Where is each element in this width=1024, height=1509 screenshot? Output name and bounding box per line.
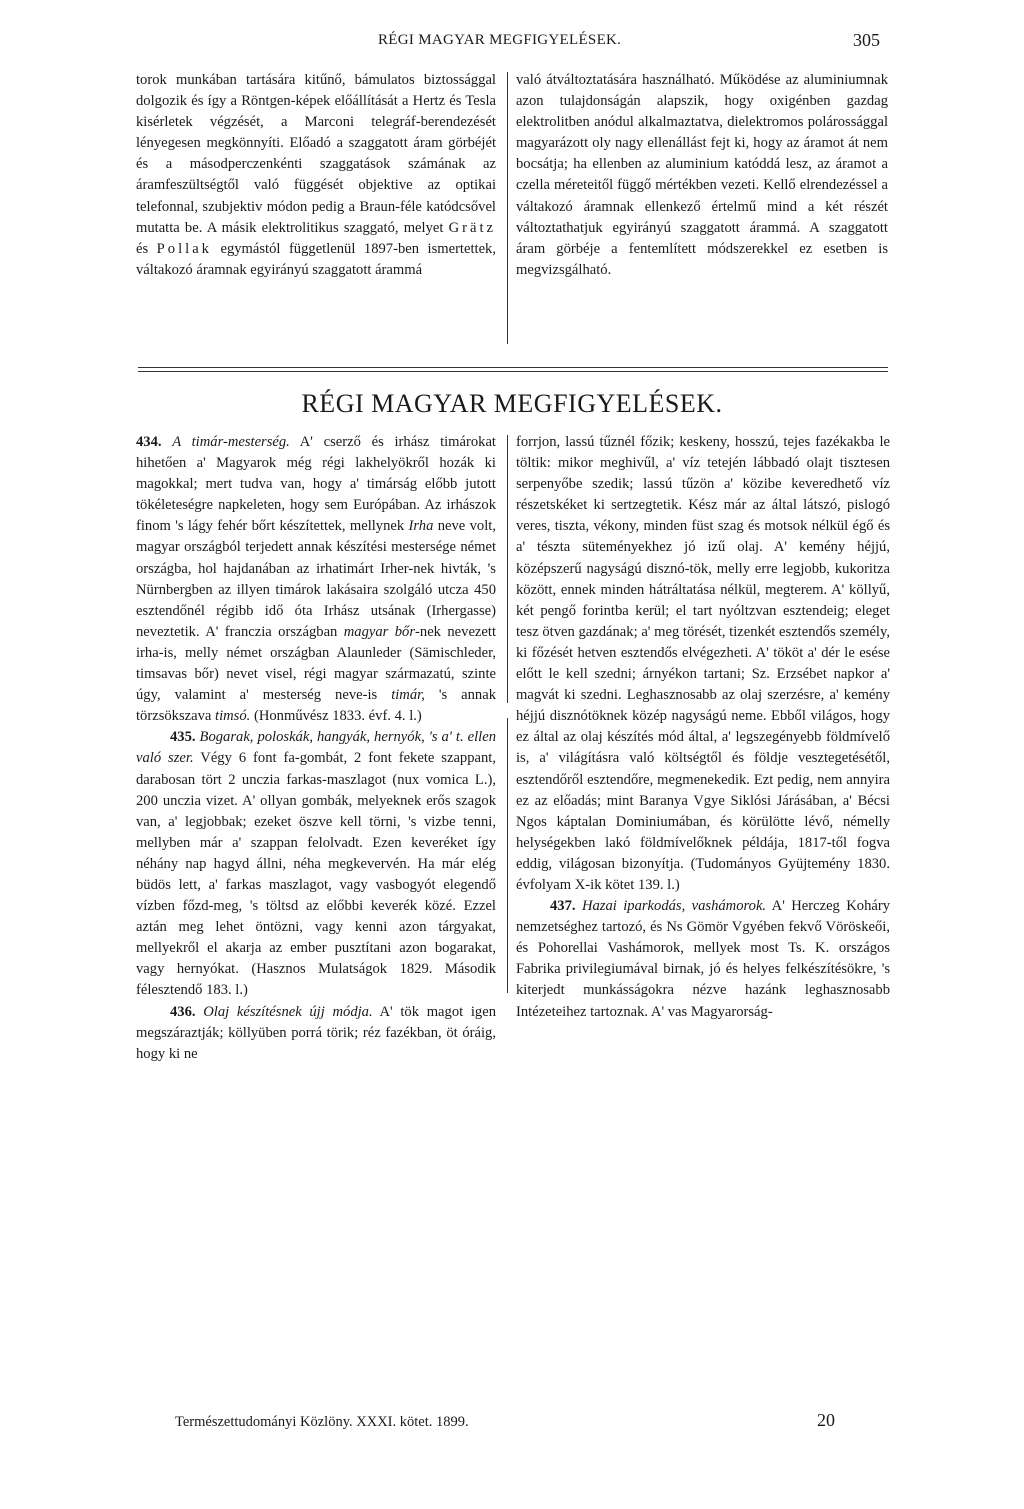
top-right-column [516,70,888,281]
section-rule [138,371,888,372]
column-divider [507,435,508,703]
bottom-left-column [136,432,496,1065]
entry-435 [136,727,496,1001]
entry-title: Bogarak, poloskák, hangyák, hernyók, 's a' t. ellen való szer. [136,729,496,767]
text-run: neve volt, magyar országból terjedett annak készítési mestersége német országba, hol hajdanában az irhatimárt Irher-nek hivták, 's Nürnbergben az illyen timárok lakásaira szolgáló utcza 450 esztendőnél régibb idő óta Irhász utsának (Irhergasse) neveztetik. A' franczia országban [136,518,496,640]
entry-number: 437. [550,898,576,915]
author-name: Pollak [156,240,212,257]
text-run: -nek nevezett irha-is, melly német országban Alaunleder (Sämischleder, timsavas bőr) nevet visel, régi magyar származatú, szinte úgy, valamint a' mesterség neve-is [136,623,496,704]
entry-number: 434. [136,434,162,450]
text-run: és [136,240,149,257]
text-run: Végy 6 font fa-gombát, 2 font fekete szappant, darabosan tört 2 unczia farkas-maszlagot (nux vomica L.), 200 unczia vizet. A' ollyan gombák, melyeknek erős szagok van, a' legjobbak; ezeket öszve kell törni, 's vizbe tenni, mellyben már a' szappan felolvadt. Ezen keveréket így néhány nap hagyd állni, néha megkevervén. Ha már elég büdös lett, a' farkas maszlagot, vagy vasbogyót elegendő vízben főzd-meg, 's töltsd az előbbi keverék közé. Ezzel aztán meg lehet öntözni, vagy kenni azon tárgyakat, mellyekről el akarja az ember pusztítani azon bogarakat, vagy hernyókat. (Hasznos Mulatságok 1829. Második félesztendő 183. l.) [136,750,496,999]
entry-title: Olaj készítésnek újj módja. [203,1003,373,1020]
text-run: A' Herczeg Koháry nemzetséghez tartozó, és Ns Gömör Vgyében fekvő Vöröskeői, és Pohorellai Vashámorok, mellyek most Ts. K. országos Fabrika privilegiumával birnak, jó és helyes felkészítésökre, 's kiterjedt munkásságokra nézve hazánk leghasznosabb Intézeteihez tartoznak. A' vas Magyarorság- [516,898,890,1020]
top-left-column [136,70,496,281]
entry-title: A timár-mesterség. [172,434,290,450]
entry-437 [516,896,890,1023]
column-divider [507,72,508,344]
text-run: egymástól függetlenül 1897-ben ismertettek, váltakozó áramnak egyirányú szaggatott árammá [136,240,496,278]
entry-436 [136,1002,496,1065]
page-number: 305 [853,30,880,50]
journal-footer: Természettudományi Közlöny. XXXI. kötet. 1899. [175,1414,469,1430]
text-run: (Honművész 1833. évf. 4. l.) [253,708,422,725]
section-title: RÉGI MAGYAR MEGFIGYELÉSEK. [301,389,723,418]
text-run: A' tök magot igen megszáraztják; köllyüben porrá törik; réz fazékban, öt óráig, hogy ki ne [136,1003,496,1062]
entry-436-continued: forrjon, lassú tűznél főzik; keskeny, hosszú, tejes fazékakba le töltik: mikor meghivűl, a' víz tetején lábbadó olajt tisztesen serpenyőbe szedik; lassú tűzön a' közibe keveredhető víz részetskéket ki sertzegtetik. Kész már az által látszó, pislogó veres, tiszta, vékony, minden füst szag és motsok nélkül égő és a' tészta süteményekhez jó izű olaj. A' kemény héjjú, középszerű nagyságú disznó-tök, melly erre legjobb, kukoritza között, ennek minden hátráltatása nélkül, megterem. A' köllyű, két pengő forintba kerül; el tart nyóltzvan esztendeig; eleget tesz ötven gazdának; a' meg törését, tizenkét esztendős személy, ki főzését hetven esztendős elvégezheti. A' tököt a' dér le esése előtt le kell szedni; árnyékon tartani; Sz. Erzsébet napkor a' magvát ki szedni. Leghasznosabb az olaj szerzésre, a' kemény héjjú disznótöknek közép nagyságú neme. Ebből világos, hogy ez által az olaj készítés mód által, a' legszegényebb földmívelő is, a' világításra való költségtől és földje vesztegetésétől, esztendőről esztendőre, megmenekedik. Ezt pedig, nem annyira ez az előadás; mint Baranya Vgye Siklósi Járásában, a' Bécsi Ngos káptalan Dominiumában, és körülötte lévő, némelly helységekben lakó földmívelőknek példája, 1817-től fogva eddig, világosan bizonyítja. (Tudományos Gyüjtemény 1830. évfolyam X-ik kötet 139. l.) [516,434,890,893]
paragraph: való átváltoztatására használható. Működése az aluminiumnak azon tulajdonságán alapszik, hogy oxigénben gazdag elektrolitben anódul alkalmaztatva, dielektromos polárossággal magyarázott oly nagy ellenállást fejt ki, hogy az áramot át nem bocsátja; ha ellenben az aluminium katóddá lesz, az áramot a czella méreteitől függő mértékben vezeti. Kellő elrendezéssel a váltakozó áramnak ellenkező értelmű mind a két részét változtathatjuk egyirányú szaggatott árammá. A szaggatott áram görbéje a fentemlített módszerekkel ez esetben is megvizsgálható. [516,72,888,278]
column-divider [507,718,508,993]
entry-434 [136,432,496,727]
text-run: A' cserző és irhász timárokat hihetően a' Magyarok még régi lakhelyökről hozák ki magokkal; mert tudva van, hogy a' timárság előbb jutott tökéleteségre napkeleten, hogy sem Európában. Az irhászok finom 's lágy fehér bőrt készítettek, mellynek [136,434,496,535]
emphasis: Irha [408,518,434,535]
entry-title: Hazai iparkodás, vashámorok. [581,898,767,915]
emphasis: timsó. [215,708,251,725]
entry-number: 436. [170,1003,196,1020]
bottom-right-column [516,432,890,1023]
text-run: torok munkában tartására kitűnő, bámulatos biztossággal dolgozik és így a Röntgen-képek előállítását a Hertz és Tesla kisérletek végzését, a Marconi telegráf-berendezését lényegesen megkönnyíti. Előadó a szaggatott áram görbéjét és a másodperczenkénti szaggatások számának az áramfeszültségtől való függését objektive az optikai telefonnal, szubjektiv módon pedig a Braun-féle katódcsővel mutatta be. A másik elektrolitikus szaggató, melyet [136,72,496,236]
paragraph [136,70,496,281]
text-run: 's annak törzsökszava [136,687,496,725]
emphasis: magyar bőr [343,623,416,640]
running-head: RÉGI MAGYAR MEGFIGYELÉSEK. [378,32,622,48]
signature-mark: 20 [817,1410,835,1430]
section-rule [138,367,888,368]
author-name: Grätz [448,219,496,236]
emphasis: timár, [391,687,425,704]
entry-number: 435. [170,729,196,746]
